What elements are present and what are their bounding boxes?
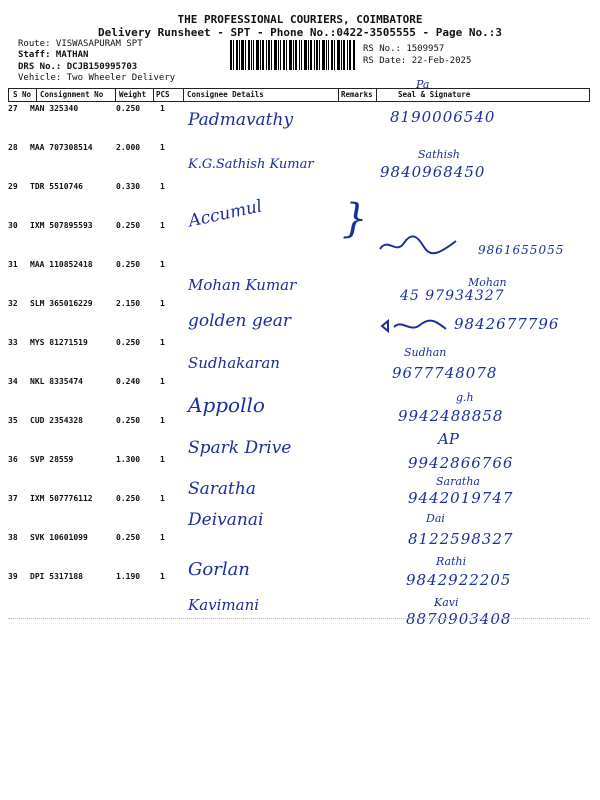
serial-number: 39 <box>8 572 18 581</box>
pcs-value: 1 <box>160 143 165 152</box>
consignment-number: CUD 2354328 <box>30 416 83 425</box>
pcs-value: 1 <box>160 338 165 347</box>
weight-value: 0.250 <box>116 416 141 425</box>
consignee-handwriting: golden gear <box>188 311 292 331</box>
pcs-value: 1 <box>160 182 165 191</box>
col-divider <box>36 88 37 101</box>
vehicle-label: Vehicle: Two Wheeler Delivery <box>18 73 176 83</box>
header-consignment: Consignment No <box>40 90 104 99</box>
col-divider <box>183 88 184 101</box>
header-seal-signature: Seal & Signature <box>398 90 471 99</box>
serial-number: 37 <box>8 494 18 503</box>
runsheet-subtitle: Delivery Runsheet - SPT - Phone No.:0422-3505555 - Page No.:3 <box>98 26 502 39</box>
consignment-number: DPI 5317188 <box>30 572 83 581</box>
consignee-handwriting: Accumul <box>186 196 265 232</box>
company-title: THE PROFESSIONAL COURIERS, COIMBATORE <box>177 13 423 26</box>
header-remarks: Remarks <box>341 90 373 99</box>
consignee-handwriting: Spark Drive <box>188 438 292 458</box>
col-divider <box>376 88 377 101</box>
phone-handwriting: 8870903408 <box>406 610 512 628</box>
serial-number: 30 <box>8 221 18 230</box>
pcs-value: 1 <box>160 260 165 269</box>
header-sno: S No <box>13 90 32 99</box>
serial-number: 36 <box>8 455 18 464</box>
drs-number: DRS No.: DCJB150995703 <box>18 62 138 72</box>
weight-value: 0.240 <box>116 377 141 386</box>
consignment-number: SVP 28559 <box>30 455 74 464</box>
consignment-number: IXM 507776112 <box>30 494 93 503</box>
table-row <box>8 299 590 338</box>
consignee-handwriting: Sudhakaran <box>188 354 280 372</box>
weight-value: 0.250 <box>116 338 141 347</box>
consignment-number: TDR 5510746 <box>30 182 83 191</box>
header-consignee: Consignee Details <box>187 90 264 99</box>
consignee-handwriting: Mohan Kumar <box>188 276 297 294</box>
phone-handwriting: 9842677796 <box>454 315 560 333</box>
signature-scribble <box>380 317 450 335</box>
consignee-handwriting: Saratha <box>188 479 256 499</box>
weight-value: 0.250 <box>116 494 141 503</box>
pcs-value: 1 <box>160 533 165 542</box>
weight-value: 0.250 <box>116 221 141 230</box>
weight-value: 1.300 <box>116 455 141 464</box>
col-divider <box>153 88 154 101</box>
table-bottom-dotted <box>8 618 590 619</box>
serial-number: 28 <box>8 143 18 152</box>
consignment-number: MAA 110852418 <box>30 260 93 269</box>
phone-handwriting: 9942488858 <box>398 407 504 425</box>
staff-label: Staff: MATHAN <box>18 50 89 60</box>
consignee-handwriting: Kavimani <box>188 596 260 614</box>
pcs-value: 1 <box>160 572 165 581</box>
phone-handwriting: 9861655055 <box>478 243 565 257</box>
signature-handwriting: g.h <box>456 391 474 404</box>
signature-handwriting: Kavi <box>434 596 459 609</box>
header-pcs: PCS <box>156 90 170 99</box>
rs-number: RS No.: 1509957 <box>363 44 445 54</box>
header-weight: Weight <box>119 90 147 99</box>
phone-handwriting: 9442019747 <box>408 489 514 507</box>
pcs-value: 1 <box>160 455 165 464</box>
col-divider <box>589 88 590 101</box>
phone-handwriting: 9942866766 <box>408 454 514 472</box>
signature-handwriting: Rathi <box>436 555 467 568</box>
serial-number: 34 <box>8 377 18 386</box>
col-divider <box>115 88 116 101</box>
signature-handwriting: Pa <box>416 78 430 91</box>
serial-number: 31 <box>8 260 18 269</box>
col-divider <box>8 88 9 101</box>
phone-handwriting: 8190006540 <box>390 108 496 126</box>
weight-value: 0.330 <box>116 182 141 191</box>
pcs-value: 1 <box>160 299 165 308</box>
signature-handwriting: Dai <box>426 512 445 525</box>
phone-handwriting: 9842922205 <box>406 571 512 589</box>
pcs-value: 1 <box>160 494 165 503</box>
signature-handwriting: Saratha <box>436 475 480 488</box>
phone-handwriting: 8122598327 <box>408 530 514 548</box>
table-top-border <box>8 88 590 89</box>
consignment-number: MAN 325340 <box>30 104 79 113</box>
pcs-value: 1 <box>160 221 165 230</box>
weight-value: 0.250 <box>116 104 141 113</box>
consignment-number: NKL 8335474 <box>30 377 83 386</box>
serial-number: 27 <box>8 104 18 113</box>
phone-handwriting: 9840968450 <box>380 163 486 181</box>
remarks-brace: } <box>342 196 368 242</box>
barcode <box>230 40 356 70</box>
weight-value: 0.250 <box>116 260 141 269</box>
consignment-number: MYS 81271519 <box>30 338 88 347</box>
consignee-handwriting: Gorlan <box>188 559 250 580</box>
weight-value: 0.250 <box>116 533 141 542</box>
weight-value: 1.190 <box>116 572 141 581</box>
rs-date: RS Date: 22-Feb-2025 <box>363 56 472 66</box>
route-label: Route: VISWASAPURAM SPT <box>18 39 143 49</box>
serial-number: 32 <box>8 299 18 308</box>
consignment-number: MAA 707308514 <box>30 143 93 152</box>
table-row <box>8 572 590 628</box>
signature-scribble <box>378 235 458 257</box>
signature-handwriting: Sudhan <box>404 346 447 359</box>
phone-handwriting: 9677748078 <box>392 364 498 382</box>
consignee-handwriting: K.G.Sathish Kumar <box>188 157 314 172</box>
signature-handwriting: AP <box>438 430 459 448</box>
weight-value: 2.000 <box>116 143 141 152</box>
table-row <box>8 143 590 182</box>
serial-number: 38 <box>8 533 18 542</box>
table-header-border <box>8 101 590 102</box>
phone-handwriting: 45 97934327 <box>400 288 505 304</box>
signature-handwriting: Mohan <box>468 276 507 289</box>
pcs-value: 1 <box>160 416 165 425</box>
pcs-value: 1 <box>160 104 165 113</box>
consignee-handwriting: Deivanai <box>188 510 264 530</box>
serial-number: 33 <box>8 338 18 347</box>
consignment-number: SLM 365016229 <box>30 299 93 308</box>
pcs-value: 1 <box>160 377 165 386</box>
serial-number: 29 <box>8 182 18 191</box>
table-row <box>8 221 590 260</box>
consignee-handwriting: Appollo <box>188 393 265 417</box>
serial-number: 35 <box>8 416 18 425</box>
consignee-handwriting: Padmavathy <box>188 110 294 130</box>
consignment-number: IXM 507895593 <box>30 221 93 230</box>
consignment-number: SVK 10601099 <box>30 533 88 542</box>
col-divider <box>338 88 339 101</box>
signature-handwriting: Sathish <box>418 148 460 161</box>
weight-value: 2.150 <box>116 299 141 308</box>
